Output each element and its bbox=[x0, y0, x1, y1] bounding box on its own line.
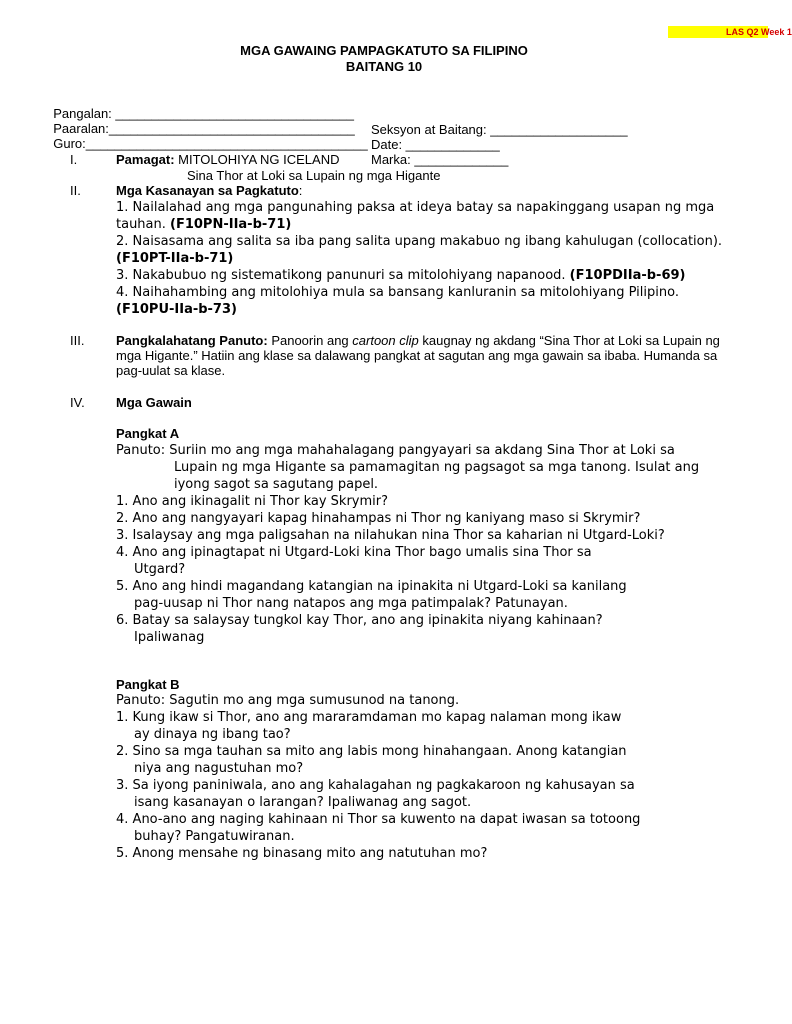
competency-item: 1. Nailalahad ang mga pangunahing paksa at ideya batay sa napakinggang usapan ng mga tauhan. (F10PN-IIa-b-71) bbox=[116, 200, 715, 232]
section-1-label: Pamagat: bbox=[116, 152, 175, 167]
question-item: 6. Batay sa salaysay tungkol kay Thor, ano ang ipinakita niyang kahinaan? Ipaliwanag bbox=[116, 613, 603, 645]
section-1-text: MITOLOHIYA NG ICELAND bbox=[174, 152, 340, 167]
group-b bbox=[116, 692, 726, 862]
question-item: 1. Kung ikaw si Thor, ano ang mararamdaman mo kapag nalaman mong ikaw ay dinaya ng ibang tao? bbox=[116, 710, 622, 742]
question-item: 3. Isalaysay ang mga paligsahan na nilahukan nina Thor sa kaharian ni Utgard-Loki? bbox=[116, 528, 665, 543]
section-3: Pangkalahatang Panuto: Panoorin ang cartoon clip kaugnay ng akdang “Sina Thor at Loki sa Lupain ng mga Higante.” Hatiin ang klase sa dalawang pangkat at sagutan ang mga gawain sa ibaba. Humanda sa pag-uulat sa klase. bbox=[116, 333, 720, 378]
question-item: 5. Anong mensahe ng binasang mito ang natutuhan mo? bbox=[116, 846, 488, 861]
group-b-instructions: Panuto: Sagutin mo ang mga sumusunod na tanong. bbox=[116, 693, 460, 708]
section-field[interactable]: Seksyon at Baitang: ___________________ bbox=[371, 122, 628, 137]
question-item: 2. Sino sa mga tauhan sa mito ang labis mong hinahangaan. Anong katangian niya ang nagustuhan mo? bbox=[116, 744, 627, 776]
section-2-label: Mga Kasanayan sa Pagkatuto bbox=[116, 183, 299, 198]
teacher-field[interactable]: Guro:_______________________________________ bbox=[53, 136, 368, 151]
grade-level: BAITANG 10 bbox=[345, 59, 423, 74]
competency-item: 2. Naisasama ang salita sa iba pang salita upang makabuo ng ibang kahulugan (collocation). (F10PT-IIa-b-71) bbox=[116, 234, 723, 266]
grade-tag: LAS Q2 Week 1 bbox=[668, 26, 768, 38]
section-1-subtitle: Sina Thor at Loki sa Lupain ng mga Higante bbox=[187, 168, 441, 183]
section-2: Mga Kasanayan sa Pagkatuto: 1. Nailalahad ang mga pangunahing paksa at ideya batay sa napakinggang usapan ng mga tauhan. (F10PN-IIa-b-71) 2. Naisasama ang salita sa iba pang salita upang makabuo ng ibang kahulugan (collocation). (F10PT-IIa-b-71) 3. Nakabubuo ng sistematikong panunuri sa mitolohiyang napanood. (F10PDIIa-b-69) 4. Naihahambing ang mitolohiya mula sa bansang kanluranin sa mitolohiyang Pilipino. (F10PU-IIa-b-73) bbox=[116, 183, 726, 318]
section-1-number: I. bbox=[70, 152, 78, 167]
question-item: 3. Sa iyong paniniwala, ano ang kahalagahan ng pagkakaroon ng kahusayan sa isang kasanayan o larangan? Ipaliwanag ang sagot. bbox=[116, 778, 635, 810]
group-a-title: Pangkat A bbox=[116, 426, 180, 441]
group-a bbox=[116, 442, 726, 646]
question-item: 4. Ano-ano ang naging kahinaan ni Thor sa kuwento na dapat iwasan sa totoong buhay? Pangatuwiranan. bbox=[116, 812, 641, 844]
section-3-number: III. bbox=[70, 333, 85, 348]
section-2-number: II. bbox=[70, 183, 81, 198]
score-field[interactable]: Marka: _____________ bbox=[371, 152, 509, 167]
question-item: 1. Ano ang ikinagalit ni Thor kay Skrymir? bbox=[116, 494, 389, 509]
section-1 bbox=[116, 152, 736, 183]
section-3-label: Pangkalahatang Panuto: bbox=[116, 333, 268, 348]
name-field[interactable]: Pangalan: _________________________________ bbox=[53, 106, 354, 121]
group-a-instructions-cont: Lupain ng mga Higante sa pamamagitan ng pagsagot sa mga tanong. Isulat ang iyong sagot sa sagutang papel. bbox=[174, 460, 700, 492]
competency-item: 3. Nakabubuo ng sistematikong panunuri sa mitolohiyang napanood. (F10PDIIa-b-69) bbox=[116, 268, 686, 283]
document-title: MGA GAWAING PAMPAGKATUTO SA FILIPINO bbox=[240, 43, 528, 58]
school-field[interactable]: Paaralan:__________________________________ bbox=[53, 121, 355, 136]
group-a-instructions: Panuto: Suriin mo ang mga mahahalagang pangyayari sa akdang Sina Thor at Loki sa bbox=[116, 443, 675, 458]
group-b-title: Pangkat B bbox=[116, 677, 180, 692]
competency-item: 4. Naihahambing ang mitolohiya mula sa bansang kanluranin sa mitolohiyang Pilipino. (F10PU-IIa-b-73) bbox=[116, 285, 679, 317]
section-4-label: Mga Gawain bbox=[116, 395, 192, 410]
question-item: 2. Ano ang nangyayari kapag hinahampas ni Thor ng kaniyang maso si Skrymir? bbox=[116, 511, 641, 526]
section-4-number: IV. bbox=[70, 395, 85, 410]
date-field[interactable]: Date: _____________ bbox=[371, 137, 500, 152]
question-item: 5. Ano ang hindi magandang katangian na ipinakita ni Utgard-Loki sa kanilang pag-uusap ni Thor nang natapos ang mga patimpalak? Patunayan. bbox=[116, 579, 627, 611]
question-item: 4. Ano ang ipinagtapat ni Utgard-Loki kina Thor bago umalis sina Thor sa Utgard? bbox=[116, 545, 592, 577]
